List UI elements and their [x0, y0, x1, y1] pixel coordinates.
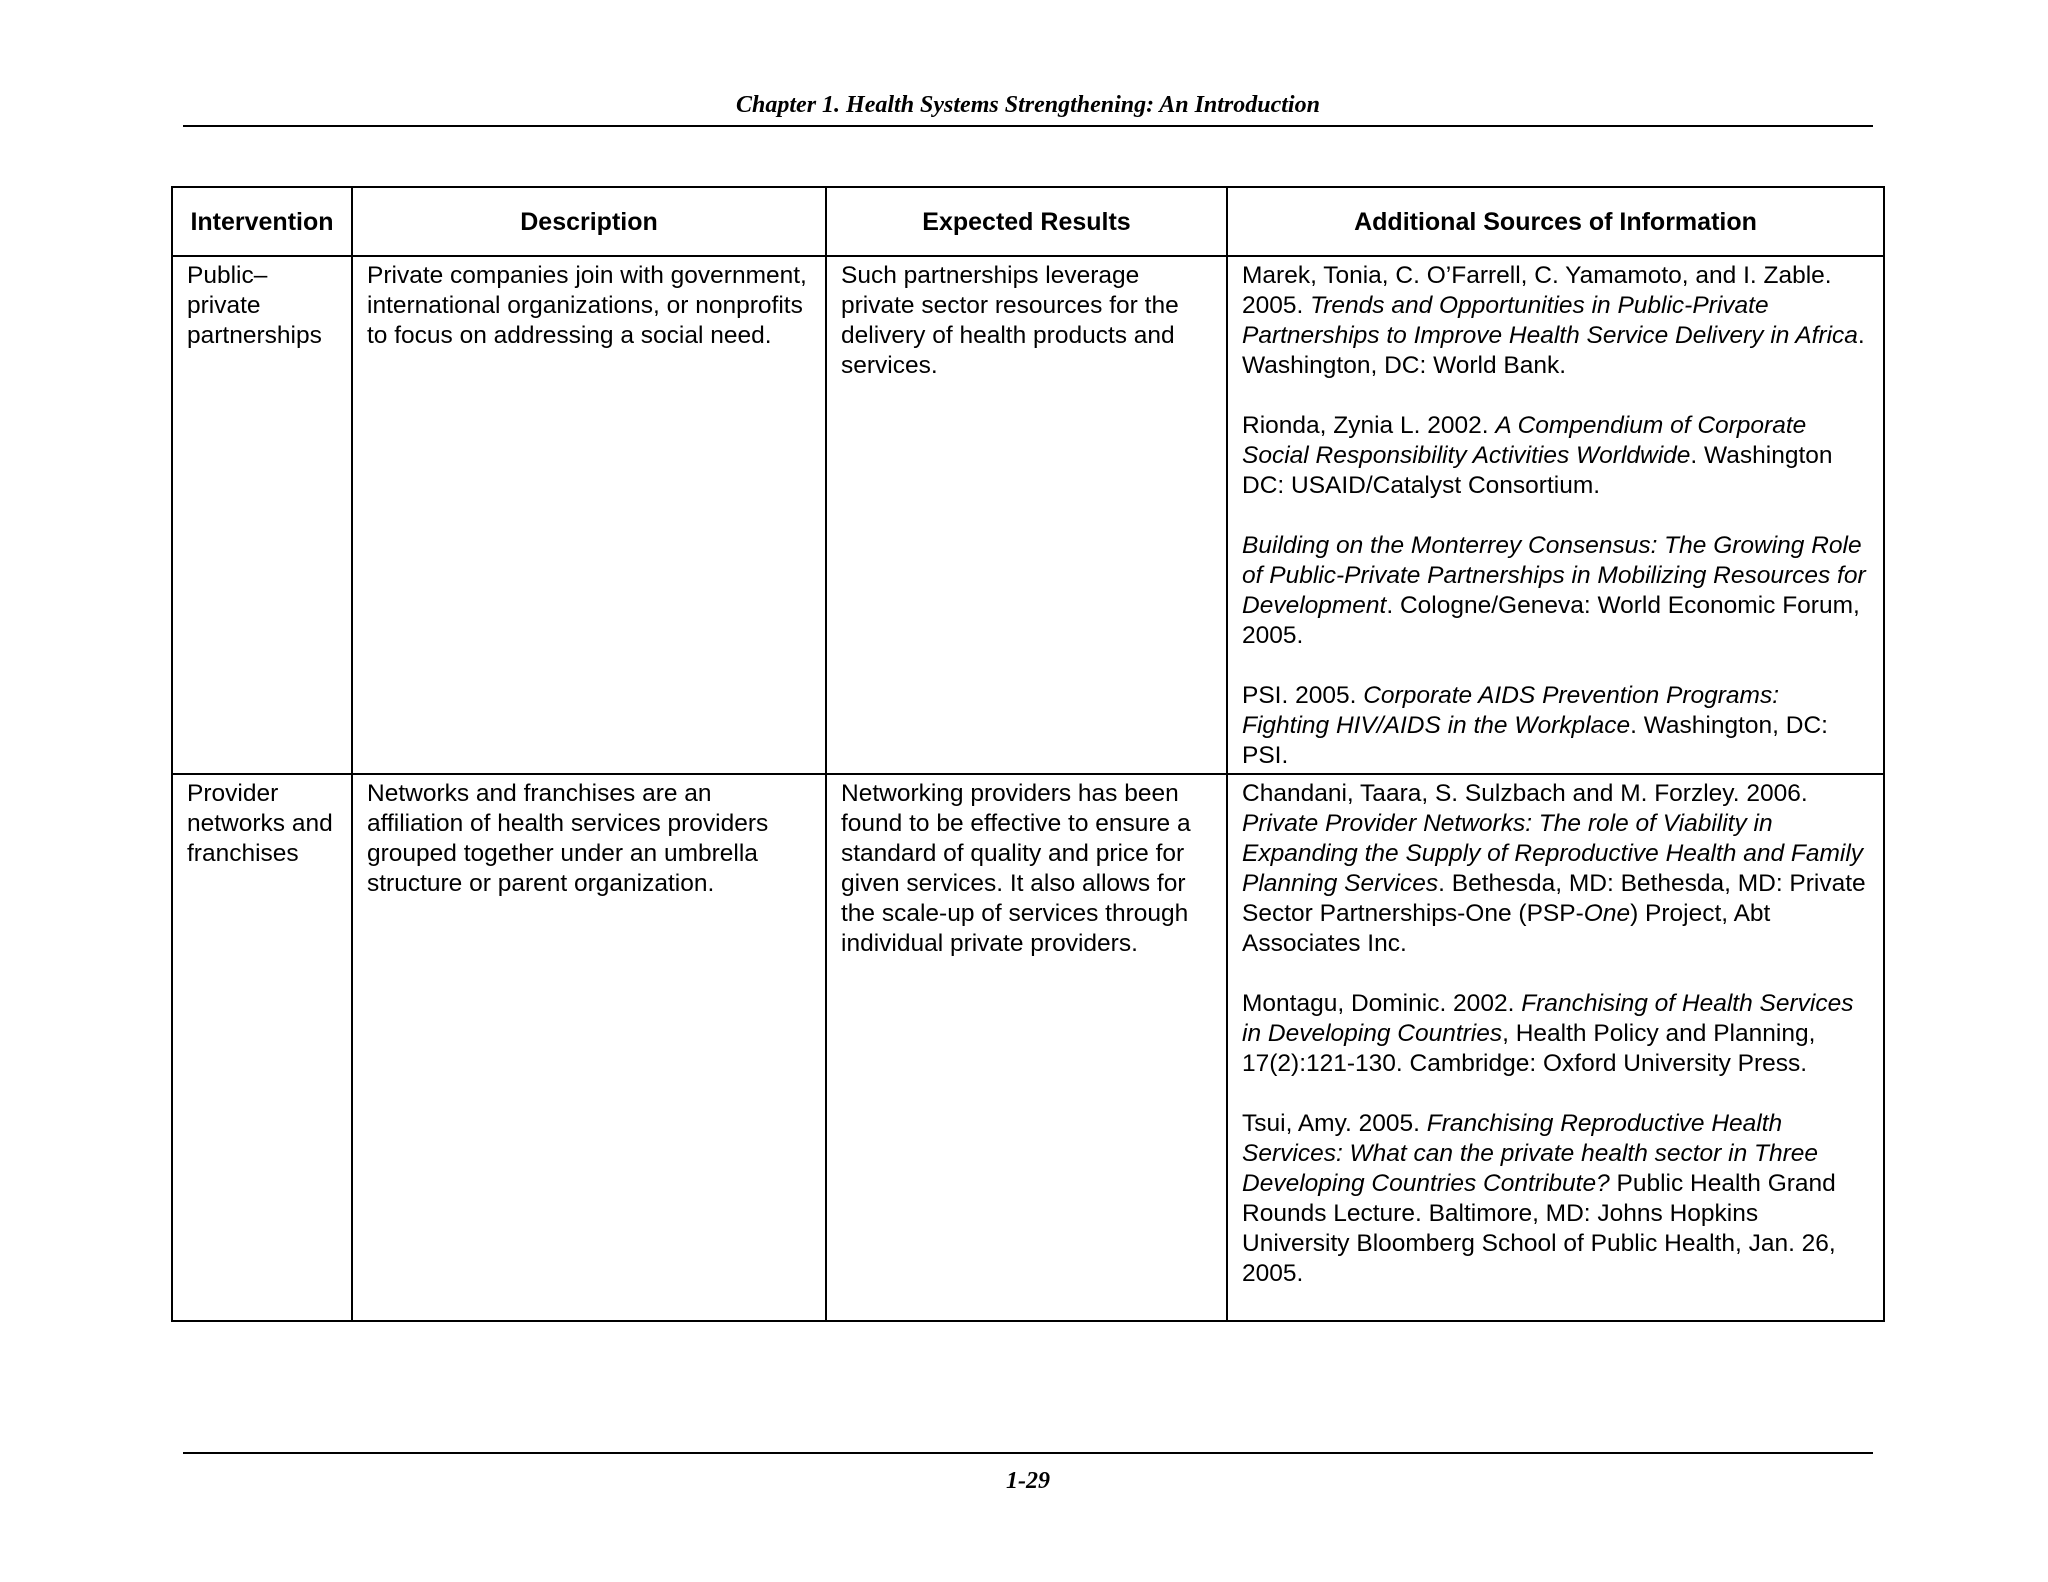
expected-results-cell: Networking providers has been found to be effective to ensure a standard of quality and price for given services. It also allows for the scale-up of services through individual private providers. [826, 774, 1227, 1321]
interventions-table [171, 186, 1885, 1322]
source-citation: Marek, Tonia, C. O’Farrell, C. Yamamoto, and I. Zable. 2005. Trends and Opportunities in Public-Private Partnerships to Improve Health Service Delivery in Africa. Washington, DC: World Bank. [1242, 262, 1865, 379]
page-number: 1-29 [1006, 1468, 1050, 1494]
source-citation: Building on the Monterrey Consensus: The Growing Role of Public-Private Partnerships in Mobilizing Resources for Development. Cologne/Geneva: World Economic Forum, 2005. [1242, 532, 1866, 649]
sources-cell [1227, 256, 1884, 774]
source-citation: Tsui, Amy. 2005. Franchising Reproductive Health Services: What can the private health sector in Three Developing Countries Contribute? Public Health Grand Rounds Lecture. Baltimore, MD: Johns Hopkins University Bloomberg School of Public Health, Jan. 26, 2005. [1242, 1110, 1836, 1287]
footer-rule [183, 1452, 1873, 1454]
column-header-intervention: Intervention [172, 187, 352, 256]
source-citation: PSI. 2005. Corporate AIDS Prevention Programs: Fighting HIV/AIDS in the Workplace. Washington, DC: PSI. [1242, 682, 1828, 769]
table-header-row [172, 187, 1884, 256]
source-citation: Chandani, Taara, S. Sulzbach and M. Forzley. 2006. Private Provider Networks: The role of Viability in Expanding the Supply of Reproductive Health and Family Planning Services. Bethesda, MD: Bethesda, MD: Private Sector Partnerships-One (PSP-One) Project, Abt Associates Inc. [1242, 780, 1866, 957]
table-row [172, 256, 1884, 774]
description-cell: Networks and franchises are an affiliation of health services providers grouped together under an umbrella structure or parent organization. [352, 774, 826, 1321]
intervention-cell: Provider networks and franchises [172, 774, 352, 1321]
column-header-expected-results: Expected Results [826, 187, 1227, 256]
header-rule [183, 125, 1873, 127]
source-citation: Montagu, Dominic. 2002. Franchising of Health Services in Developing Countries, Health Policy and Planning, 17(2):121-130. Cambridge: Oxford University Press. [1242, 990, 1854, 1077]
source-citation: Rionda, Zynia L. 2002. A Compendium of Corporate Social Responsibility Activities Worldwide. Washington DC: USAID/Catalyst Consortium. [1242, 412, 1833, 499]
expected-results-cell: Such partnerships leverage private sector resources for the delivery of health products and services. [826, 256, 1227, 774]
running-header: Chapter 1. Health Systems Strengthening: An Introduction [736, 92, 1320, 118]
intervention-cell: Public– private partnerships [172, 256, 352, 774]
table-row [172, 774, 1884, 1321]
column-header-description: Description [352, 187, 826, 256]
description-cell: Private companies join with government, international organizations, or nonprofits to focus on addressing a social need. [352, 256, 826, 774]
sources-cell [1227, 774, 1884, 1321]
column-header-sources: Additional Sources of Information [1227, 187, 1884, 256]
